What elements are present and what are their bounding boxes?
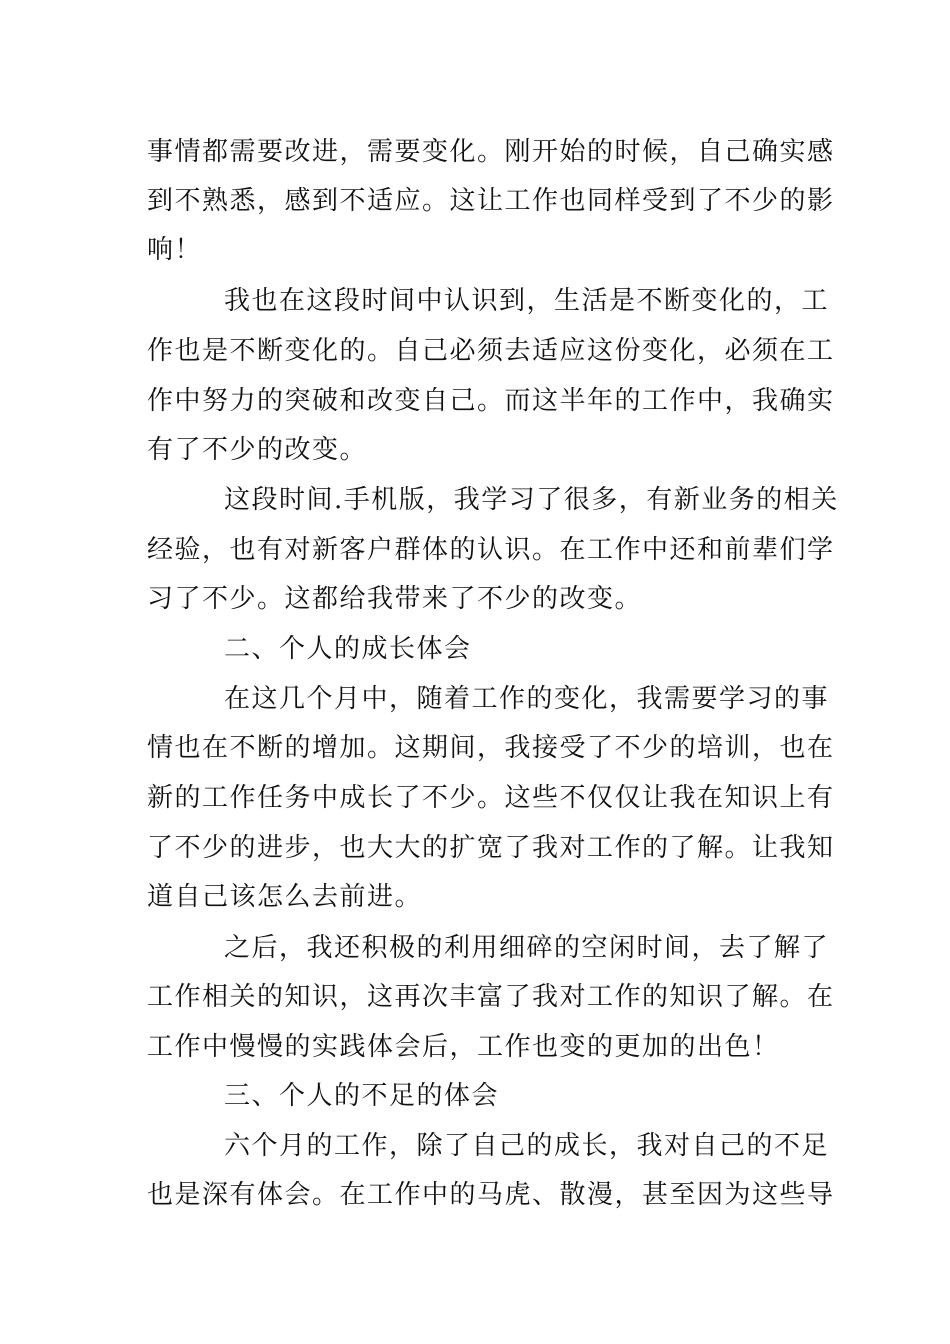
text-line: 了不少的进步，也大大的扩宽了我对工作的了解。让我知: [147, 833, 835, 863]
text-line: 作也是不断变化的。自己必须去适应这份变化，必须在工: [147, 336, 835, 366]
text-line: 也是深有体会。在工作中的马虎、散漫，甚至因为这些导: [147, 1180, 835, 1210]
paragraph-first-line: 在这几个月中，随着工作的变化，我需要学习的事: [224, 684, 830, 714]
text-line: 经验，也有对新客户群体的认识。在工作中还和前辈们学: [147, 535, 835, 565]
text-line: 到不熟悉，感到不适应。这让工作也同样受到了不少的影: [147, 186, 835, 216]
text-line: 道自己该怎么去前进。: [147, 882, 423, 912]
text-line: 作中努力的突破和改变自己。而这半年的工作中，我确实: [147, 386, 835, 416]
paragraph-first-line: 我也在这段时间中认识到，生活是不断变化的，工: [224, 286, 830, 316]
text-line: 响！: [147, 235, 203, 265]
text-line: 工作中慢慢的实践体会后，工作也变的更加的出色！: [147, 1032, 780, 1062]
text-line: 情也在不断的增加。这期间，我接受了不少的培训，也在: [147, 733, 835, 763]
section-heading: 三、个人的不足的体会: [224, 1081, 500, 1111]
text-line: 习了不少。这都给我带来了不少的改变。: [147, 584, 643, 614]
section-heading: 二、个人的成长体会: [224, 634, 472, 664]
paragraph-first-line: 之后，我还积极的利用细碎的空闲时间，去了解了: [224, 933, 830, 963]
text-line: 工作相关的知识，这再次丰富了我对工作的知识了解。在: [147, 982, 835, 1012]
paragraph-first-line: 六个月的工作，除了自己的成长，我对自己的不足: [224, 1131, 830, 1161]
text-line: 事情都需要改进，需要变化。刚开始的时候，自己确实感: [147, 137, 835, 167]
text-line: 新的工作任务中成长了不少。这些不仅仅让我在知识上有: [147, 783, 835, 813]
text-line: 有了不少的改变。: [147, 435, 368, 465]
paragraph-first-line: 这段时间.手机版，我学习了很多，有新业务的相关: [224, 485, 839, 515]
